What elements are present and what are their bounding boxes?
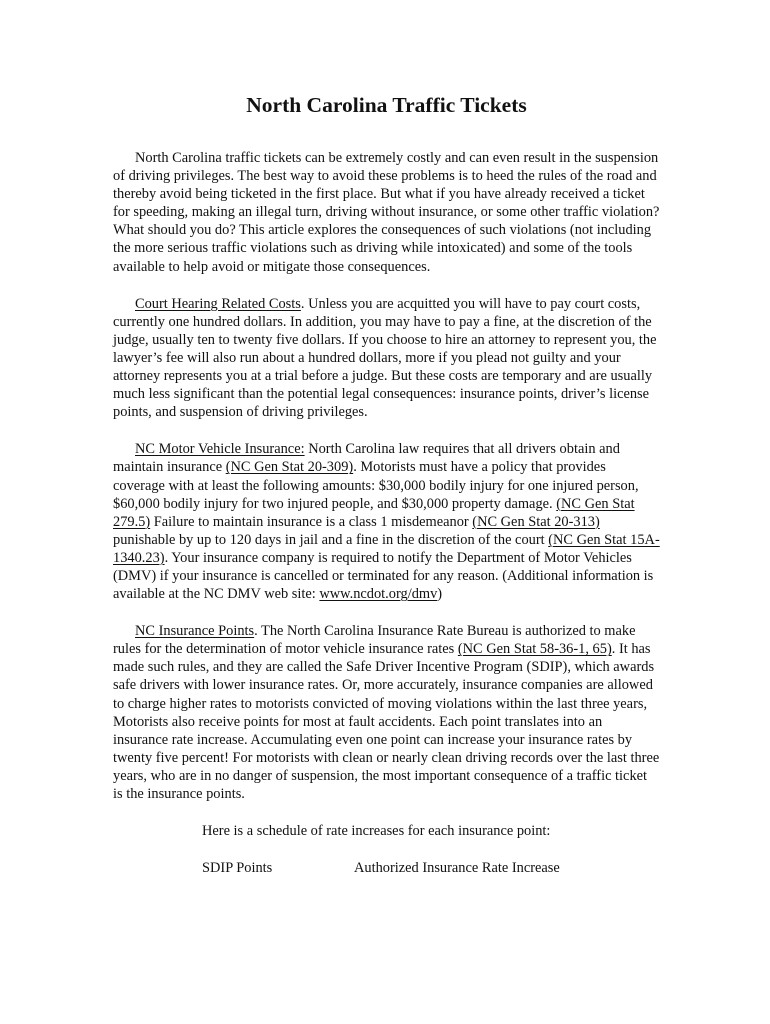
- schedule-intro: Here is a schedule of rate increases for each insurance point:: [202, 823, 551, 840]
- insurance-points-heading: NC Insurance Points: [135, 623, 255, 640]
- insurance-text-2: . Motorists must have a policy that provides coverage with at least the following amounts: $30,000 bodily injury for one injured person, $60,000 bodily injury for two injured people, and $30,000 property damage.: [113, 459, 639, 512]
- points-text-2: . It has made such rules, and they are called the Safe Driver Incentive Program (SDIP), which awards safe drivers with lower insurance rates. Or, more accurately, insurance companies are allowed to charge higher rates to motorists convicted of moving violations within the last three years, Motorists also receive points for most at fault accidents. Each point translates into an insurance rate increase. Accumulating even one point can increase your insurance rates by twenty five percent! For motorists with clean or nearly clean driving records over the last three years, who are in no danger of suspension, the most important consequence of a traffic ticket is the insurance points.: [113, 641, 660, 802]
- insurance-heading: NC Motor Vehicle Insurance:: [135, 441, 305, 458]
- court-costs-heading: Court Hearing Related Costs: [135, 295, 301, 312]
- intro-paragraph: North Carolina traffic tickets can be extremely costly and can even result in the suspension of driving privileges. The best way to avoid these problems is to heed the rules of the road and thereby avoid being ticketed in the first place. But what if you have already received a ticket for speeding, making an illegal turn, driving without insurance, or some other traffic violation? What should you do? This article explores the consequences of such violations (not including the more serious traffic violations such as driving while intoxicated) and some of the tools available to help avoid or mitigate those consequences.: [113, 150, 660, 275]
- insurance-paragraph: [113, 440, 660, 603]
- page-title: North Carolina Traffic Tickets: [246, 93, 527, 117]
- col-header-sdip-points: SDIP Points: [202, 860, 273, 877]
- insurance-points-paragraph: [113, 622, 660, 803]
- col-header-rate-increase: Authorized Insurance Rate Increase: [354, 860, 560, 877]
- rate-table-header: [113, 859, 660, 877]
- statute-link-58-36-1[interactable]: (NC Gen Stat 58-36-1, 65): [457, 641, 612, 658]
- dmv-website-link[interactable]: www.ncdot.org/dmv: [319, 586, 438, 603]
- court-costs-text: . Unless you are acquitted you will have to pay court costs, currently one hundred dollars. In addition, you may have to pay a fine, at the discretion of the judge, usually ten to twenty five dollars. If you choose to hire an attorney to represent you, the lawyer’s fee will also run about a hundred dollars, more if you plead not guilty and your attorney represents you at a trial before a judge. But these costs are temporary and are usually much less significant than the potential legal consequences: insurance points, driver’s license points, and suspension of driving privileges.: [113, 295, 657, 421]
- statute-link-20-309[interactable]: (NC Gen Stat 20-309): [225, 459, 354, 476]
- statute-link-279-5[interactable]: (NC Gen Stat 279.5): [113, 495, 635, 530]
- insurance-text-3: Failure to maintain insurance is a class 1 misdemeanor: [150, 513, 473, 530]
- insurance-text-6: ): [437, 586, 443, 603]
- court-costs-paragraph: [113, 295, 660, 422]
- insurance-text-1: North Carolina law requires that all drivers obtain and maintain insurance: [113, 441, 620, 476]
- statute-link-20-313[interactable]: (NC Gen Stat 20-313): [472, 513, 600, 530]
- statute-link-15a-1340-23[interactable]: (NC Gen Stat 15A-1340.23): [113, 531, 660, 566]
- insurance-text-4: punishable by up to 120 days in jail and a fine in the discretion of the court: [113, 531, 549, 548]
- insurance-text-5: . Your insurance company is required to notify the Department of Motor Vehicles (DMV) if your insurance is cancelled or terminated for any reason. (Additional information is available at the NC DMV web site:: [113, 549, 654, 603]
- points-text-1: . The North Carolina Insurance Rate Bureau is authorized to make rules for the determination of motor vehicle insurance rates: [113, 623, 636, 658]
